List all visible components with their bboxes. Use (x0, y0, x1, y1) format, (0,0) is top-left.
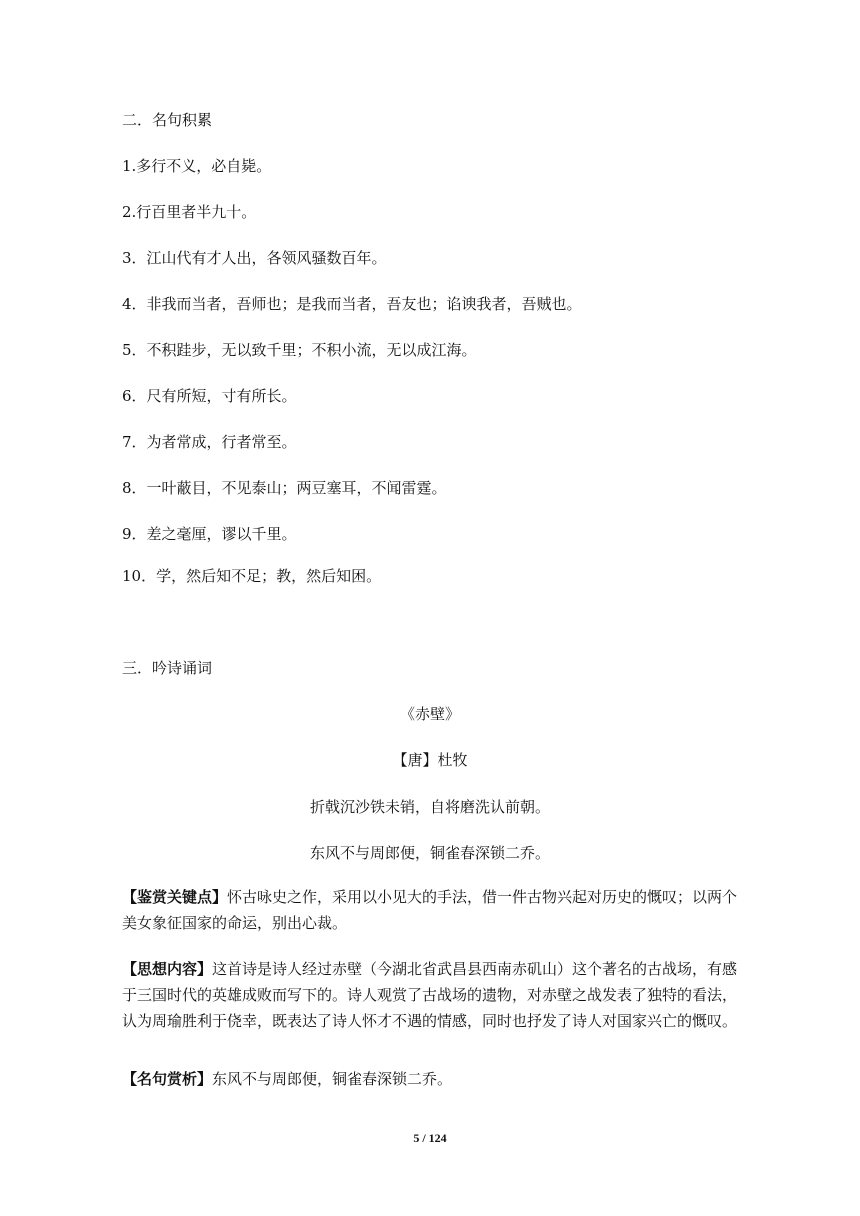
quote-item: 4．非我而当者，吾师也；是我而当者，吾友也；谄谀我者，吾贼也。 (122, 295, 582, 313)
poem-line: 东风不与周郎便，铜雀春深锁二乔。 (309, 844, 550, 862)
quote-item: 7．为者常成，行者常至。 (122, 433, 297, 451)
section-heading-poetry: 三．吟诗诵词 (122, 659, 213, 677)
quote-item: 3．江山代有才人出，各领风骚数百年。 (122, 249, 387, 267)
quote-item: 2.行百里者半九十。 (122, 203, 257, 221)
note-text: 这首诗是诗人经过赤壁（今湖北省武昌县西南赤矶山）这个著名的古战场，有感于三国时代的英雄成败而写下的。诗人观赏了古战场的遗物，对赤壁之战发表了独特的看法，认为周瑜胜利于侥幸，既表达了诗人怀才不遇的情感，同时也抒发了诗人对国家兴亡的慨叹。 (122, 960, 738, 1030)
quote-item: 10．学，然后知不足；教，然后知困。 (122, 567, 382, 585)
poem-title: 《赤壁》 (399, 705, 460, 723)
quote-item: 9．差之毫厘，谬以千里。 (122, 525, 297, 543)
poem-author: 【唐】杜牧 (392, 751, 468, 769)
appreciation-key-points (122, 884, 742, 936)
thought-content (122, 956, 742, 1034)
quote-item: 5．不积跬步，无以致千里；不积小流，无以成江海。 (122, 341, 477, 359)
quote-item: 1.多行不义，必自毙。 (122, 157, 272, 175)
note-tag: 【思想内容】 (122, 960, 213, 978)
note-tag: 【名句赏析】 (122, 1070, 213, 1088)
note-tag: 【鉴赏关键点】 (122, 888, 228, 906)
page-number: 5 / 124 (413, 1131, 447, 1145)
note-text: 东风不与周郎便，铜雀春深锁二乔。 (212, 1070, 453, 1088)
quote-item: 6．尺有所短，寸有所长。 (122, 387, 297, 405)
note-text: 怀古咏史之作，采用以小见大的手法，借一件古物兴起对历史的慨叹；以两个美女象征国家的命运，别出心裁。 (122, 888, 738, 932)
section-heading-famous-quotes: 二．名句积累 (122, 111, 213, 129)
poem-line: 折戟沉沙铁未销，自将磨洗认前朝。 (309, 798, 550, 816)
famous-line-appreciation (122, 1066, 742, 1092)
quote-item: 8．一叶蔽目，不见泰山；两豆塞耳，不闻雷霆。 (122, 479, 447, 497)
